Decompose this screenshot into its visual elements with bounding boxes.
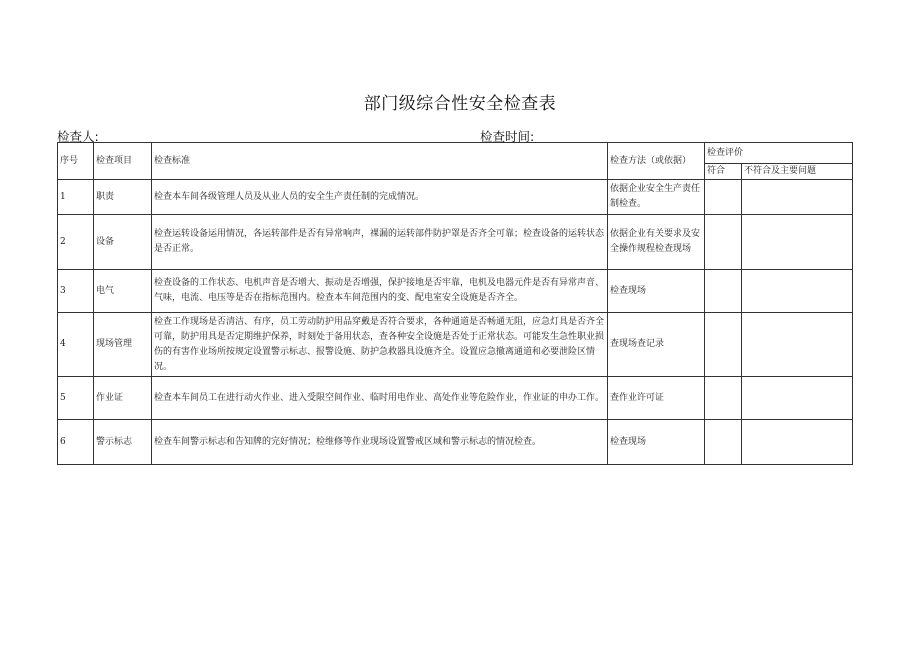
row-number: 5 [58,377,94,420]
row-noncomply-cell[interactable] [742,269,853,312]
header-method: 检查方法（或依据） [608,143,705,180]
row-item: 警示标志 [94,420,152,465]
page-title: 部门级综合性安全检查表 [363,94,557,114]
row-method: 依据企业有关要求及安全操作规程检查现场 [608,215,705,270]
row-comply-cell[interactable] [705,269,742,312]
row-item: 职责 [94,180,152,215]
inspector-label: 检查人: [57,129,99,144]
header-item: 检查项目 [94,143,152,180]
row-item: 现场管理 [94,313,152,377]
row-standard: 检查运转设备运用情况，各运转部件是否有异常响声，裸漏的运转部件防护罩是否齐全可靠；检查设备的运转状态是否正常。 [152,215,608,270]
row-noncomply-cell[interactable] [742,215,853,270]
header-comply: 符合 [705,164,742,180]
row-noncomply-cell[interactable] [742,180,853,215]
row-item: 设备 [94,215,152,270]
table-row [58,180,853,215]
row-standard: 检查本车间员工在进行动火作业、进入受限空间作业、临时用电作业、高处作业等危险作业，作业证的申办工作。 [152,377,608,420]
row-method: 查作业许可证 [608,377,705,420]
row-standard: 检查车间警示标志和告知牌的完好情况；检维修等作业现场设置警戒区域和警示标志的情况检查。 [152,420,608,465]
row-item: 作业证 [94,377,152,420]
table-row [58,215,853,270]
row-number: 4 [58,313,94,377]
header-noncomply: 不符合及主要问题 [742,164,853,180]
row-method: 依据企业安全生产责任制检查。 [608,180,705,215]
table-row [58,377,853,420]
row-standard: 检查工作现场是否清洁、有序，员工劳动防护用品穿戴是否符合要求，各种通道是否畅通无阻，应急灯具是否齐全可靠，防护用具是否定期维护保养，时刻处于备用状态，查各种安全设施是否处于正常状态。可能发生急性职业损伤的有害作业场所按规定设置警示标志、报警设施、防护急救器具设施齐全。设置应急撤离通道和必要泄险区情况。 [152,313,608,377]
row-number: 3 [58,269,94,312]
table-row [58,269,853,312]
inspection-table [57,142,853,465]
row-comply-cell[interactable] [705,215,742,270]
header-no: 序号 [58,143,94,180]
table-row [58,313,853,377]
row-noncomply-cell[interactable] [742,377,853,420]
row-number: 1 [58,180,94,215]
row-comply-cell[interactable] [705,313,742,377]
row-comply-cell[interactable] [705,377,742,420]
row-comply-cell[interactable] [705,180,742,215]
row-standard: 检查设备的工作状态、电机声音是否增大、振动是否增强，保护接地是否牢靠，电机及电器元件是否有异常声音、气味，电流、电压等是否在指标范围内。检查本车间范围内的变、配电室安全设施是否齐全。 [152,269,608,312]
row-number: 6 [58,420,94,465]
row-standard: 检查本车间各级管理人员及从业人员的安全生产责任制的完成情况。 [152,180,608,215]
header-evaluation: 检查评价 [705,143,853,164]
row-method: 检查现场 [608,269,705,312]
row-comply-cell[interactable] [705,420,742,465]
row-item: 电气 [94,269,152,312]
row-noncomply-cell[interactable] [742,420,853,465]
header-standard: 检查标准 [152,143,608,180]
inspection-time-label: 检查时间: [480,129,535,144]
row-method: 查现场查记录 [608,313,705,377]
row-noncomply-cell[interactable] [742,313,853,377]
row-number: 2 [58,215,94,270]
row-method: 检查现场 [608,420,705,465]
table-row [58,420,853,465]
